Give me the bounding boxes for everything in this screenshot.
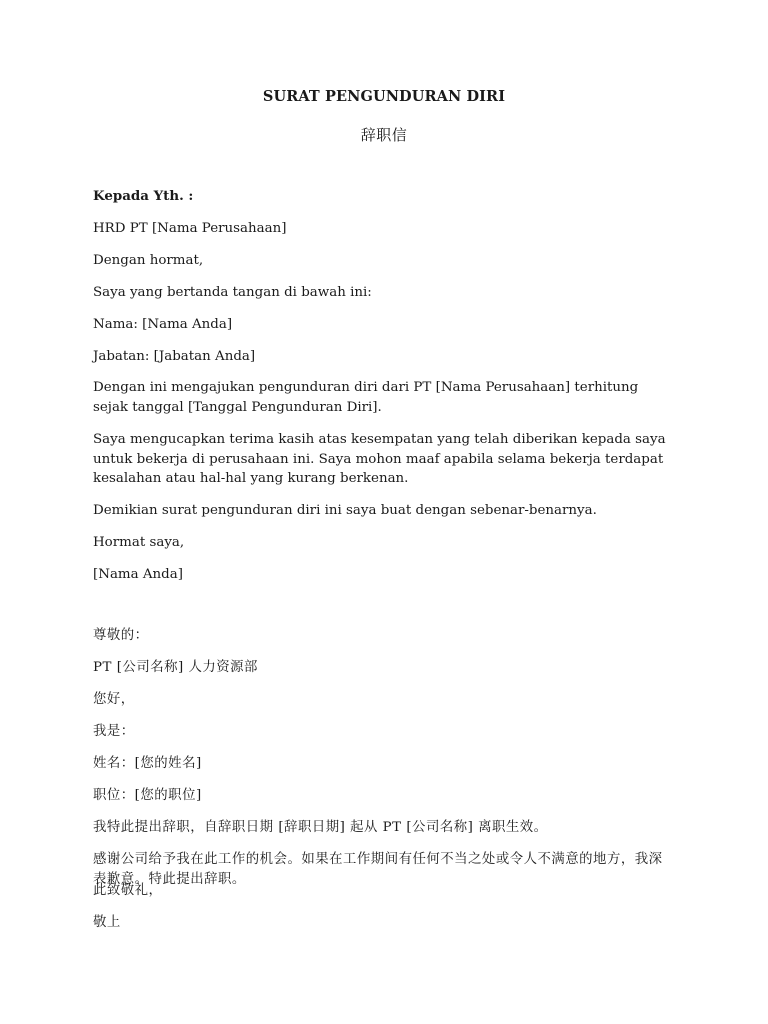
cn-name-line: 姓名：[您的姓名] bbox=[93, 756, 202, 771]
recipient-line: HRD PT [Nama Perusahaan] bbox=[93, 221, 287, 236]
greeting-line: Dengan hormat, bbox=[93, 253, 204, 268]
cn-salutation: 尊敬的： bbox=[93, 628, 149, 643]
cn-greeting-line: 您好， bbox=[93, 692, 135, 707]
name-line: Nama: [Nama Anda] bbox=[93, 317, 233, 332]
cn-recipient-line: PT [公司名称] 人力资源部 bbox=[93, 660, 258, 675]
document-title: SURAT PENGUNDURAN DIRI bbox=[262, 88, 506, 105]
cn-closing-line: 此致敬礼， bbox=[93, 883, 163, 898]
intro-line: Saya yang bertanda tangan di bawah ini: bbox=[93, 285, 372, 300]
cn-thanks-line: 感谢公司给予我在此工作的机会。如果在工作期间有任何不当之处或令人不满意的地方，我深表歉意。特此提出辞职。 bbox=[93, 852, 663, 887]
position-line: Jabatan: [Jabatan Anda] bbox=[93, 349, 256, 364]
thanks-paragraph: Saya mengucapkan terima kasih atas kesempatan yang telah diberikan kepada saya untuk bekerja di perusahaan ini. Saya mohon maaf apabila selama bekerja terdapat kesalahan atau hal-hal yang kurang berkenan. bbox=[93, 432, 666, 486]
salutation-heading: Kepada Yth. : bbox=[93, 188, 194, 204]
cn-intro-line: 我是： bbox=[93, 724, 135, 739]
signature-name: [Nama Anda] bbox=[93, 567, 183, 582]
closing-statement: Demikian surat pengunduran diri ini saya buat dengan sebenar-benarnya. bbox=[93, 503, 597, 518]
document-subtitle: 辞职信 bbox=[360, 126, 408, 144]
resignation-paragraph: Dengan ini mengajukan pengunduran diri dari PT [Nama Perusahaan] terhitung sejak tanggal [Tanggal Pengunduran Diri]. bbox=[93, 380, 639, 415]
cn-resignation-line: 我特此提出辞职，自辞职日期 [辞职日期] 起从 PT [公司名称] 离职生效。 bbox=[93, 820, 548, 835]
cn-position-line: 职位：[您的职位] bbox=[93, 788, 202, 803]
sign-off-line: Hormat saya, bbox=[93, 535, 185, 550]
cn-sign-off-line: 敬上 bbox=[93, 915, 121, 930]
